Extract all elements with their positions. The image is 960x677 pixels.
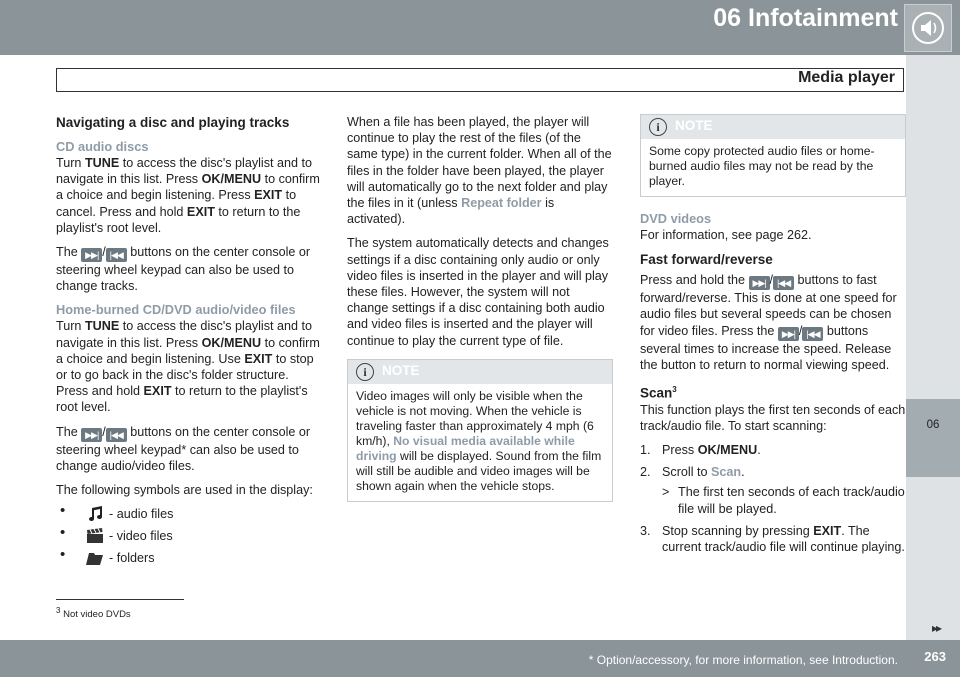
note-body: Some copy protected audio files or home-burned audio files may not be read by the player. [649,144,875,188]
step-2-result: > The first ten seconds of each track/audio file will be played. [662,485,905,516]
chapter-tab-label: 06 [926,419,940,431]
music-note-icon [86,506,104,522]
symbol-row-video: • - video files [60,524,173,544]
step-1: 1. Press OK/MENU. [640,442,761,457]
chapter-tab[interactable] [906,399,960,477]
speaker-icon [904,4,952,52]
skip-back-icon: |◀◀ [106,428,127,442]
cd-heading: CD audio discs [56,139,149,154]
skip-forward-icon: ▶▶| [81,248,102,262]
film-clapper-icon [86,528,104,544]
skip-back-icon: |◀◀ [773,276,794,290]
home-paragraph-1: Turn TUNE to access the disc's playlist and to navigate in this list. Press OK/MENU to confirm a choice and begin listening. Use EXIT to stop or to go back in the disc's folder structure. Press and hold EXIT to return to the playlist's root level. [56,319,320,415]
cd-paragraph-1: Turn TUNE to access the disc's playlist and to navigate in this list. Press OK/MENU to confirm a choice and begin listening. Press EXIT to cancel. Press and hold EXIT to return to the playlist's root level. [56,156,320,235]
skip-back-icon: |◀◀ [802,327,823,341]
footer-note: * Option/accessory, for more information, see Introduction. [588,653,898,667]
cd-paragraph-2: The ▶▶| / |◀◀ buttons on the center console or steering wheel keypad can also be used to change tracks. [56,245,311,294]
footnote: $^3$ Not video DVDs [56,606,131,621]
skip-forward-icon: ▶▶| [749,276,770,290]
auto-detect-paragraph: The system automatically detects and changes settings if a disc containing only audio or only video files is inserted in the player and will play these files. However, the system will not change settings if a disc containing both audio and video files is inserted and the player will continue to play the current type of file. [347,236,609,348]
dvd-paragraph: For information, see page 262. [640,228,812,242]
note-copy-protected [640,114,906,197]
home-burned-heading: Home-burned CD/DVD audio/video files [56,302,296,318]
playback-paragraph: When a file has been played, the player will continue to play the rest of the files (of the same type) in the current folder. When all of the files in the folder have been played, the player will automatically go to the next folder and play the files in it (unless Repeat folder is activated). [347,115,612,227]
column-1 [56,114,322,572]
dvd-heading: DVD videos [640,211,712,226]
ff-title: Fast forward/reverse [640,252,773,268]
footnote-rule [56,599,184,600]
note-body: Video images will only be visible when the vehicle is not moving. When the vehicle is traveling faster than approximately 4 mph (6 km/h), No visual media available while driving will be displayed. Sound from the film will still be audible and video images will be shown again when the vehicle stops. [356,388,602,493]
symbol-row-audio: • - audio files [60,502,174,522]
scan-title: Scan$^3$ [640,385,677,401]
step-3: 3. Stop scanning by pressing EXIT. The current track/audio file will continue playing. [640,523,905,554]
info-icon: i [649,118,667,136]
side-strip [906,55,960,399]
note-video [347,359,613,502]
chapter-title: 06 Infotainment [713,4,898,32]
skip-forward-icon: ▶▶| [81,428,102,442]
page-number: 263 [924,649,946,664]
skip-forward-icon: ▶▶| [778,327,799,341]
side-strip-lower [906,477,960,640]
symbols-intro: The following symbols are used in the display: [56,483,313,498]
scan-paragraph: This function plays the first ten seconds of each track/audio file. To start scanning: [640,402,906,433]
step-2: 2. Scroll to Scan. > The first ten seconds of each track/audio file will be played. [640,465,905,516]
home-paragraph-2: The ▶▶| / |◀◀ buttons on the center console or steering wheel keypad* can also be used to change audio/video files. [56,424,311,473]
note-header: i NOTE [348,360,612,384]
info-icon: i [356,363,374,381]
ff-paragraph: Press and hold the ▶▶| / |◀◀ buttons to fast forward/reverse. This is done at one speed for audio files but several speeds can be chosen for video files. Press the ▶▶| / |◀◀ buttons several times to increase the speed. Release the button to return to normal viewing speed. [640,273,897,372]
nav-title: Navigating a disc and playing tracks [56,115,290,130]
scan-steps [640,442,906,555]
column-2 [347,114,613,512]
skip-back-icon: |◀◀ [106,248,127,262]
section-title: Media player [798,69,895,86]
note-header: i NOTE [641,115,905,139]
folder-icon [86,550,104,566]
column-3 [640,114,906,561]
symbol-row-folders: • - folders [60,546,155,566]
next-page-arrows-icon[interactable]: ▸▸ [931,621,940,635]
section-title-box [56,68,904,92]
